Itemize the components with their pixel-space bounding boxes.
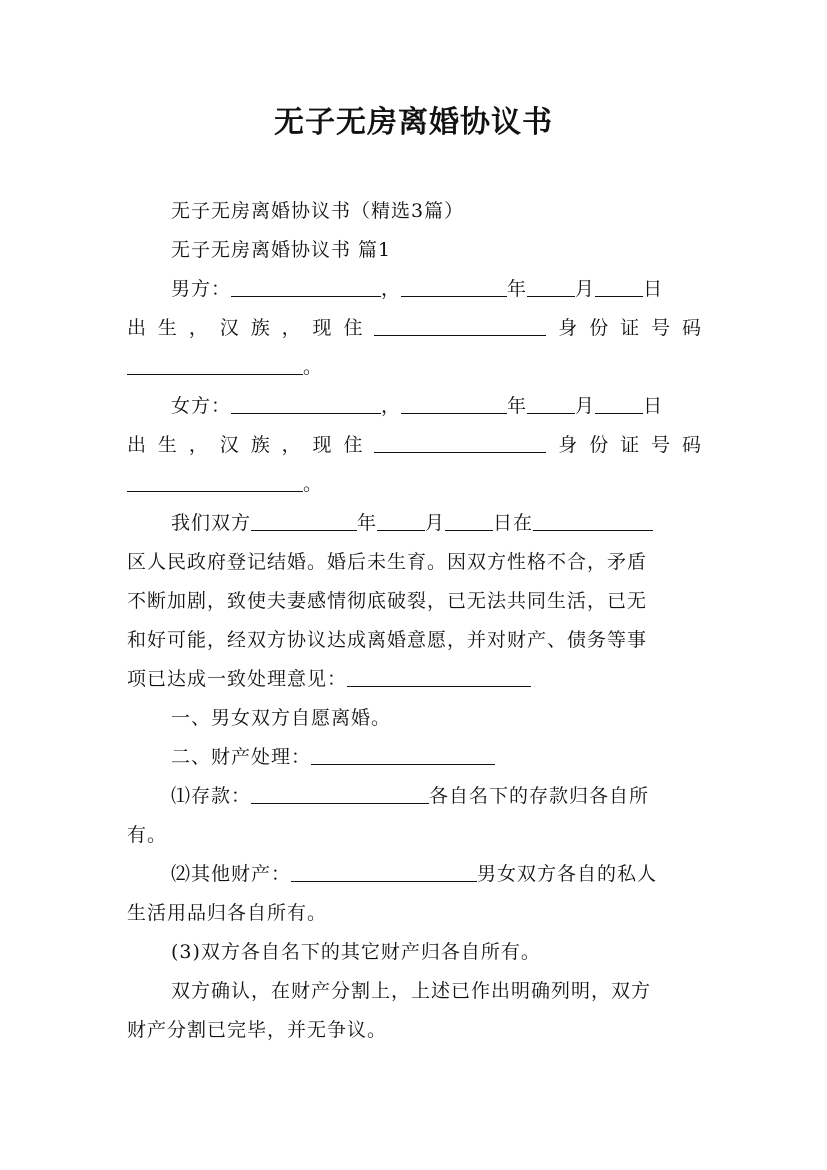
other-property-blank <box>291 855 477 882</box>
marriage-line <box>127 504 701 542</box>
comma: ， <box>381 278 402 300</box>
female-line <box>127 387 701 425</box>
char: ， <box>281 317 301 339</box>
female-day-blank <box>595 387 643 414</box>
male-year-blank <box>401 270 507 297</box>
female-label: 女方： <box>171 395 232 417</box>
char: 份 <box>589 434 609 456</box>
char: 生 <box>157 434 177 456</box>
char: 号 <box>651 434 671 456</box>
char: 住 <box>343 317 363 339</box>
other-property-line <box>127 855 701 893</box>
char: 身 <box>558 434 578 456</box>
clause-2-label: 二、财产处理： <box>171 746 312 768</box>
char: 号 <box>651 317 671 339</box>
char: 生 <box>157 317 177 339</box>
deposit-blank <box>251 777 429 804</box>
opinion-blank <box>347 660 531 687</box>
char: 汉 <box>219 434 239 456</box>
clause-1: 一、男女双方自愿离婚。 <box>171 707 392 729</box>
district-blank <box>533 504 653 531</box>
document-title: 无子无房离婚协议书 <box>274 105 553 140</box>
month-label: 月 <box>425 512 446 534</box>
char: 份 <box>589 317 609 339</box>
char: 身 <box>558 317 578 339</box>
male-address-blank <box>374 309 546 336</box>
paragraph-text: 项已达成一致处理意见： <box>127 668 348 690</box>
char: 码 <box>681 434 701 456</box>
clause-3: (3)双方各自名下的其它财产归各自所有。 <box>171 941 541 963</box>
male-month-blank <box>527 270 575 297</box>
month-label: 月 <box>575 278 596 300</box>
deposit-label: ⑴存款： <box>171 785 252 807</box>
day-label: 日 <box>643 278 664 300</box>
male-id-line <box>127 348 701 386</box>
female-month-blank <box>527 387 575 414</box>
char: 住 <box>343 434 363 456</box>
comma: ， <box>381 395 402 417</box>
female-year-blank <box>401 387 507 414</box>
section-heading: 无子无房离婚协议书 篇1 <box>171 239 392 261</box>
char: 证 <box>620 317 640 339</box>
deposit-wrap-line: 有。 <box>127 824 168 846</box>
female-birth-line <box>127 426 701 464</box>
other-property-label: ⑵其他财产： <box>171 863 292 885</box>
year-label: 年 <box>507 395 528 417</box>
char: 汉 <box>219 317 239 339</box>
property-blank <box>311 738 495 765</box>
other-property-text: 男女双方各自的私人 <box>477 863 658 885</box>
female-id-line <box>127 465 701 503</box>
deposit-text: 各自名下的存款归各自所 <box>429 785 650 807</box>
deposit-line <box>127 777 701 815</box>
char: 现 <box>312 434 332 456</box>
confirm-line: 双方确认，在财产分割上，上述已作出明确列明，双方 <box>171 980 652 1002</box>
period: 。 <box>303 473 324 495</box>
marriage-year-blank <box>251 504 357 531</box>
paragraph-line <box>127 660 701 698</box>
day-at-label: 日在 <box>493 512 534 534</box>
male-name-blank <box>231 270 381 297</box>
period: 。 <box>303 356 324 378</box>
marriage-month-blank <box>377 504 425 531</box>
male-birth-line <box>127 309 701 347</box>
paragraph-line: 区人民政府登记结婚。婚后未生育。因双方性格不合，矛盾 <box>127 551 648 573</box>
char: 族 <box>250 317 270 339</box>
char: ， <box>188 317 208 339</box>
female-id-blank <box>127 465 303 492</box>
male-day-blank <box>595 270 643 297</box>
other-property-wrap-line: 生活用品归各自所有。 <box>127 902 328 924</box>
char: 族 <box>250 434 270 456</box>
paragraph-line: 和好可能，经双方协议达成离婚意愿，并对财产、债务等事 <box>127 629 648 651</box>
char: 出 <box>127 434 147 456</box>
male-line <box>127 270 701 308</box>
paragraph-line: 不断加剧，致使夫妻感情彻底破裂，已无法共同生活，已无 <box>127 590 648 612</box>
char: ， <box>281 434 301 456</box>
char: 码 <box>681 317 701 339</box>
marriage-day-blank <box>445 504 493 531</box>
male-label: 男方： <box>171 278 232 300</box>
year-label: 年 <box>357 512 378 534</box>
char: ， <box>188 434 208 456</box>
confirm-wrap-line: 财产分割已完毕，并无争议。 <box>127 1019 388 1041</box>
day-label: 日 <box>643 395 664 417</box>
clause-2 <box>127 738 701 776</box>
char: 证 <box>620 434 640 456</box>
char: 出 <box>127 317 147 339</box>
marriage-lead: 我们双方 <box>171 512 252 534</box>
subtitle-line: 无子无房离婚协议书（精选3篇） <box>171 200 465 222</box>
female-name-blank <box>231 387 381 414</box>
male-id-blank <box>127 348 303 375</box>
month-label: 月 <box>575 395 596 417</box>
char: 现 <box>312 317 332 339</box>
female-address-blank <box>374 426 546 453</box>
year-label: 年 <box>507 278 528 300</box>
